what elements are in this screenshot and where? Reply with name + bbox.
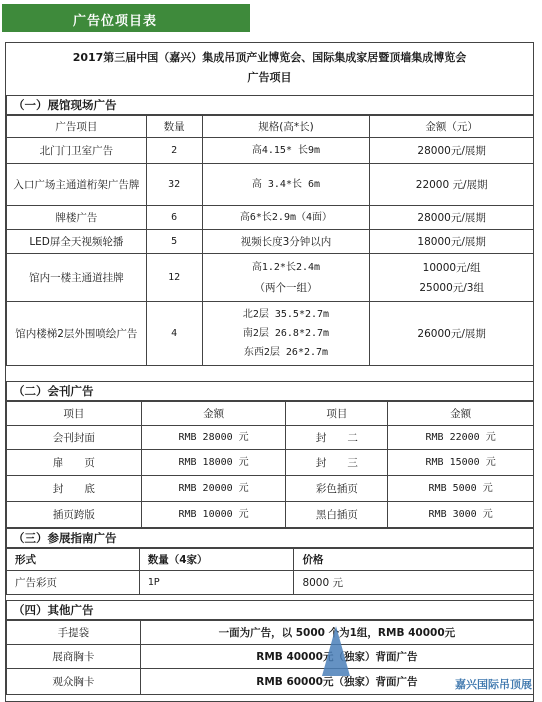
document-title	[6, 43, 533, 88]
guide-ads-table	[6, 548, 534, 595]
price-cell: RMB 5000 元	[388, 476, 534, 502]
table-row	[7, 571, 534, 595]
qty-cell: 5	[146, 230, 202, 254]
col-header: 形式	[7, 549, 140, 571]
item-cell: LED屏全天视频轮播	[7, 230, 147, 254]
spec-line: 北2层 35.5*2.7m	[242, 308, 330, 320]
price-cell: 22000 元/展期	[370, 164, 534, 206]
watermark-logo-icon	[322, 626, 350, 676]
header-banner	[2, 4, 250, 32]
col-header: 规格(高*长)	[202, 116, 370, 138]
item-cell: 馆内楼梯2层外围喷绘广告	[7, 302, 147, 366]
table-header-row	[7, 549, 534, 571]
item-cell: 入口广场主通道桁架广告牌	[7, 164, 147, 206]
price-cell	[370, 254, 534, 302]
item-cell: 广告彩页	[7, 571, 140, 595]
spec-line: 东西2层 26*2.7m	[243, 346, 329, 358]
table-row	[7, 450, 534, 476]
price-cell: 26000元/展期	[370, 302, 534, 366]
table-row	[7, 621, 534, 645]
col-header: 金额	[388, 402, 534, 426]
col-header: 数量（4家）	[139, 549, 294, 571]
price-cell: RMB 15000 元	[388, 450, 534, 476]
spec-cell: 视频长度3分钟以内	[202, 230, 370, 254]
spec-cell: 高4.15* 长9m	[202, 138, 370, 164]
price-cell: 8000 元	[294, 571, 534, 595]
table-row	[7, 254, 534, 302]
desc-cell: 一面为广告，以 5000 个为1组，RMB 40000元	[140, 621, 533, 645]
col-header: 价格	[294, 549, 534, 571]
spec-line: 高1.2*长2.4m	[251, 261, 321, 273]
table-row	[7, 138, 534, 164]
catalog-ads-table	[6, 401, 534, 528]
table-row	[7, 645, 534, 669]
col-header: 金额	[141, 402, 286, 426]
desc-cell: RMB 40000元（独家）背面广告	[140, 645, 533, 669]
table-row	[7, 476, 534, 502]
item-cell: 扉 页	[7, 450, 142, 476]
table-header-row	[7, 402, 534, 426]
price-line: 10000元/组	[422, 261, 481, 274]
banner-title: 广告位项目表	[73, 14, 158, 29]
title-line-1: 2017第三届中国（嘉兴）集成吊顶产业博览会、国际集成家居暨顶墙集成博览会	[72, 51, 467, 64]
item-cell: 馆内一楼主通道挂牌	[7, 254, 147, 302]
item-cell: 插页跨版	[7, 502, 142, 528]
spec-line: 南2层 26.8*2.7m	[242, 327, 330, 339]
spec-cell: 高 3.4*长 6m	[202, 164, 370, 206]
qty-cell: 6	[146, 206, 202, 230]
item-cell: 手提袋	[7, 621, 141, 645]
price-cell: RMB 18000 元	[141, 450, 286, 476]
price-cell: RMB 3000 元	[388, 502, 534, 528]
table-row	[7, 164, 534, 206]
item-cell: 封 二	[286, 426, 388, 450]
item-cell: 封 三	[286, 450, 388, 476]
table-header-row	[7, 116, 534, 138]
desc-cell: RMB 60000元（独家）背面广告	[140, 669, 533, 695]
price-cell: 28000元/展期	[370, 138, 534, 164]
item-cell: 会刊封面	[7, 426, 142, 450]
col-header: 项目	[7, 402, 142, 426]
price-cell: RMB 22000 元	[388, 426, 534, 450]
qty-cell: 12	[146, 254, 202, 302]
section-heading-guide: （三）参展指南广告	[6, 528, 534, 548]
price-cell: RMB 10000 元	[141, 502, 286, 528]
qty-cell: 4	[146, 302, 202, 366]
col-header: 数量	[146, 116, 202, 138]
table-row	[7, 302, 534, 366]
item-cell: 展商胸卡	[7, 645, 141, 669]
price-cell: RMB 20000 元	[141, 476, 286, 502]
venue-ads-table	[6, 115, 534, 366]
spec-cell	[202, 302, 370, 366]
section-heading-venue: （一）展馆现场广告	[6, 95, 534, 115]
col-header: 项目	[286, 402, 388, 426]
spec-cell	[202, 254, 370, 302]
table-row	[7, 502, 534, 528]
spec-line: （两个一组）	[254, 281, 318, 294]
section-heading-catalog: （二）会刊广告	[6, 381, 534, 401]
table-row	[7, 230, 534, 254]
qty-cell: 1P	[139, 571, 294, 595]
item-cell: 封 底	[7, 476, 142, 502]
item-cell: 牌楼广告	[7, 206, 147, 230]
price-cell: 18000元/展期	[370, 230, 534, 254]
qty-cell: 32	[146, 164, 202, 206]
col-header: 广告项目	[7, 116, 147, 138]
spec-cell: 高6*长2.9m（4面）	[202, 206, 370, 230]
section-heading-other: （四）其他广告	[6, 600, 534, 620]
price-line: 25000元/3组	[419, 281, 484, 294]
title-line-2: 广告项目	[247, 71, 292, 84]
item-cell: 彩色插页	[286, 476, 388, 502]
price-cell: RMB 28000 元	[141, 426, 286, 450]
table-row	[7, 206, 534, 230]
table-row	[7, 426, 534, 450]
item-cell: 观众胸卡	[7, 669, 141, 695]
price-cell: 28000元/展期	[370, 206, 534, 230]
qty-cell: 2	[146, 138, 202, 164]
watermark-text: 嘉兴国际吊顶展	[455, 678, 532, 691]
col-header: 金额（元）	[370, 116, 534, 138]
item-cell: 黑白插页	[286, 502, 388, 528]
item-cell: 北门门卫室广告	[7, 138, 147, 164]
